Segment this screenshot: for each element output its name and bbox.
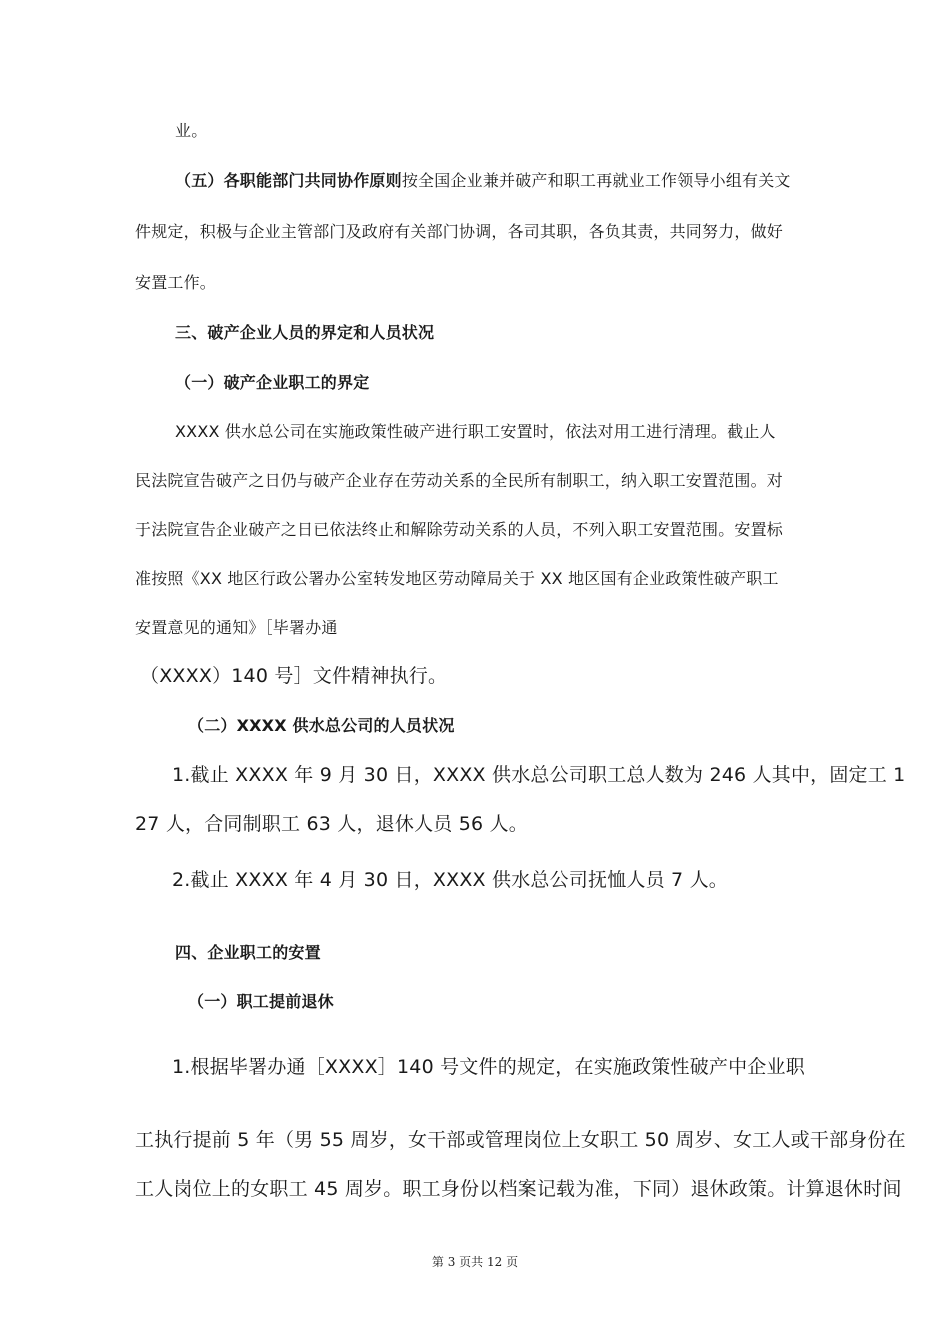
- section-heading: 三、破产企业人员的界定和人员状况: [175, 323, 435, 342]
- subsection-heading: （二）XXXX 供水总公司的人员状况: [188, 716, 455, 735]
- subsection-heading: （一）职工提前退休: [188, 992, 334, 1011]
- paragraph-line: 安置工作。: [135, 273, 217, 292]
- paragraph-line: 准按照《XX 地区行政公署办公室转发地区劳动障局关于 XX 地区国有企业政策性破产职工: [135, 569, 779, 588]
- list-item-line: 1.根据毕署办通［XXXX］140 号文件的规定，在实施政策性破产中企业职: [172, 1056, 805, 1078]
- paragraph-line: [175, 170, 791, 192]
- list-item-line: 工执行提前 5 年（男 55 周岁，女干部或管理岗位上女职工 50 周岁、女工人或干部身份在: [135, 1129, 906, 1151]
- page-footer: 第 3 页共 12 页: [431, 1255, 519, 1269]
- paragraph-line: （XXXX）140 号］文件精神执行。: [140, 665, 448, 687]
- list-item-line: 27 人，合同制职工 63 人，退休人员 56 人。: [135, 813, 528, 835]
- list-item-line: 1.截止 XXXX 年 9 月 30 日，XXXX 供水总公司职工总人数为 246 人其中，固定工 1: [172, 764, 906, 786]
- paragraph-line: XXXX 供水总公司在实施政策性破产进行职工安置时，依法对用工进行清理。截止人: [175, 422, 776, 441]
- paragraph-text: 按全国企业兼并破产和职工再就业工作领导小组有关文: [401, 171, 791, 190]
- section-heading: 四、企业职工的安置: [175, 943, 321, 962]
- paragraph-line: 业。: [175, 121, 208, 140]
- paragraph-line: 安置意见的通知》［毕署办通: [135, 618, 338, 637]
- list-item-line: 工人岗位上的女职工 45 周岁。职工身份以档案记载为准，下同）退休政策。计算退休时间: [135, 1178, 902, 1200]
- paragraph-line: 民法院宣告破产之日仍与破产企业存在劳动关系的全民所有制职工，纳入职工安置范围。对: [135, 471, 784, 490]
- paragraph-line: 于法院宣告企业破产之日已依法终止和解除劳动关系的人员，不列入职工安置范围。安置标: [135, 520, 784, 539]
- paragraph-line: 件规定，积极与企业主管部门及政府有关部门协调，各司其职，各负其责，共同努力，做好: [135, 222, 784, 241]
- inline-heading: （五）各职能部门共同协作原则: [175, 171, 402, 190]
- list-item-line: 2.截止 XXXX 年 4 月 30 日，XXXX 供水总公司抚恤人员 7 人。: [172, 869, 728, 891]
- subsection-heading: （一）破产企业职工的界定: [175, 373, 370, 392]
